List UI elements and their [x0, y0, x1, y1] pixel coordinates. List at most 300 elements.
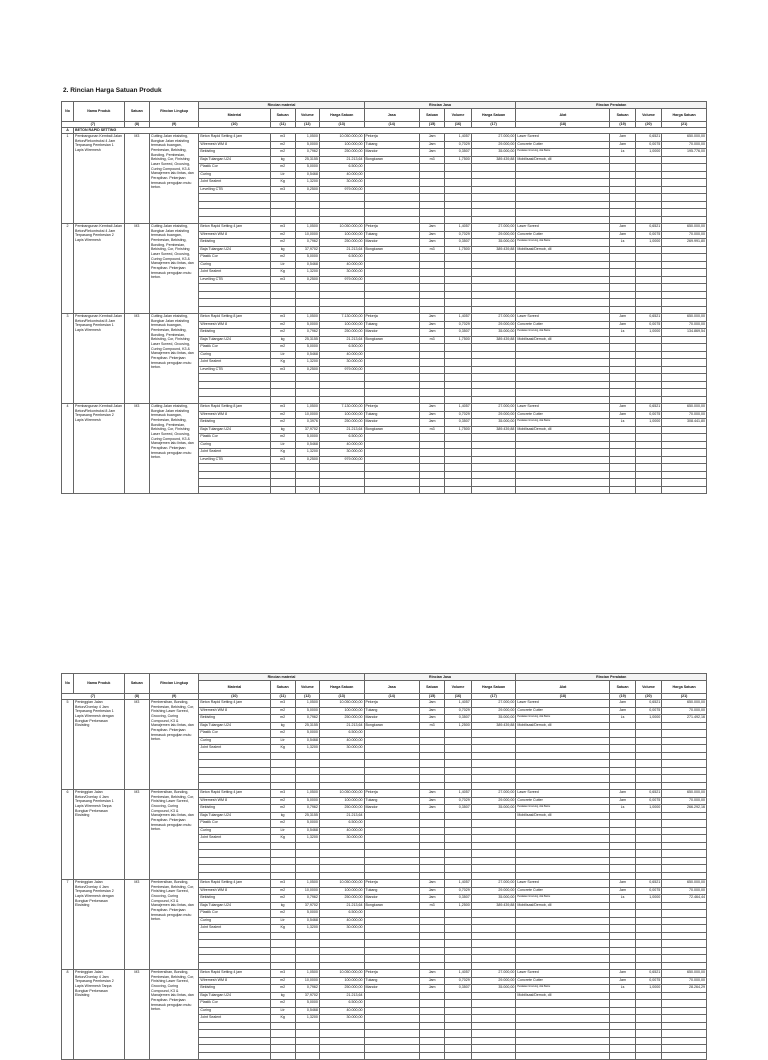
empty-cell [270, 850, 295, 858]
empty-cell [516, 366, 610, 374]
material-name: Baja Tulangan U24 [199, 246, 270, 254]
empty-cell [662, 1052, 707, 1060]
empty-cell [419, 359, 444, 367]
empty-cell [516, 1015, 610, 1023]
header-group-jasa: Rincian Jasa [364, 674, 516, 681]
empty-cell [471, 434, 516, 442]
empty-cell [364, 767, 419, 775]
jasa-volume: 0,3507 [445, 239, 472, 247]
empty-cell [516, 820, 610, 828]
empty-cell [635, 389, 662, 397]
empty-cell [516, 179, 610, 187]
material-harga: 250.000,00 [319, 715, 364, 723]
jasa-volume: 0,3507 [445, 895, 472, 903]
header-no: No [62, 102, 74, 122]
header-m-satuan: Satuan [270, 681, 295, 694]
empty-cell [662, 254, 707, 262]
empty-cell [364, 171, 419, 179]
empty-cell [662, 835, 707, 843]
jasa-harga: 27.000,00 [471, 700, 516, 708]
empty-cell [295, 1022, 319, 1030]
header-jasa: Jasa [364, 109, 419, 122]
material-name: Bekisting [199, 419, 270, 427]
material-volume: 1,3200 [295, 269, 319, 277]
alat-satuan [610, 722, 635, 730]
material-name: Beton Rapid Setting 8 jam [199, 314, 270, 322]
empty-cell [364, 284, 419, 292]
empty-cell [364, 745, 419, 753]
empty-cell [199, 850, 270, 858]
alat-volume: 1,0000 [635, 149, 662, 157]
empty-cell [471, 827, 516, 835]
item-no: 2 [62, 224, 74, 314]
alat-satuan: Jam [610, 141, 635, 149]
material-harga: 250.000,00 [319, 419, 364, 427]
empty-cell [270, 209, 295, 217]
empty-cell [662, 261, 707, 269]
material-volume: 1,3200 [295, 449, 319, 457]
alat-name: Peralatan Grooving, Alat Bantu [516, 805, 610, 813]
material-name: Bekisting [199, 329, 270, 337]
empty-cell [419, 261, 444, 269]
jasa-name: Tukang [364, 321, 419, 329]
empty-cell [445, 216, 472, 224]
empty-cell [471, 194, 516, 202]
material-satuan: m2 [270, 887, 295, 895]
jasa-volume: 1,7500 [445, 336, 472, 344]
empty-cell [516, 1037, 610, 1045]
empty-cell [635, 201, 662, 209]
material-volume: 5,0000 [295, 141, 319, 149]
alat-name: Concrete Cutter [516, 977, 610, 985]
empty-cell [610, 351, 635, 359]
material-harga: 30.000,00 [319, 359, 364, 367]
material-volume: 0,5468 [295, 351, 319, 359]
material-harga: 6.500,00 [319, 820, 364, 828]
empty-cell [662, 857, 707, 865]
alat-harga: 195.776,00 [662, 149, 707, 157]
jasa-harga: 35.000,00 [471, 329, 516, 337]
header-col-number: (21) [662, 122, 707, 128]
empty-cell [635, 344, 662, 352]
material-volume: 10,0000 [295, 887, 319, 895]
alat-volume: 0,6521 [635, 970, 662, 978]
empty-cell [419, 947, 444, 955]
material-harga: 30.000,00 [319, 179, 364, 187]
header-col-number: (20) [635, 122, 662, 128]
material-harga: 30.000,00 [319, 745, 364, 753]
alat-harga: 650.000,00 [662, 134, 707, 142]
empty-cell [610, 962, 635, 970]
item-no: 4 [62, 404, 74, 494]
header-satuan: Satuan [124, 674, 149, 694]
empty-cell [445, 865, 472, 873]
header-group-material: Rincian material [199, 674, 364, 681]
empty-cell [199, 299, 270, 307]
alat-harga: 70.000,00 [662, 707, 707, 715]
empty-cell [364, 434, 419, 442]
empty-cell [471, 932, 516, 940]
jasa-volume: 0,7029 [445, 321, 472, 329]
empty-cell [445, 171, 472, 179]
material-volume: 0,7962 [295, 895, 319, 903]
alat-volume: 0,6521 [635, 224, 662, 232]
empty-cell [364, 1030, 419, 1038]
empty-cell [419, 456, 444, 464]
empty-cell [270, 857, 295, 865]
jasa-name: Mandor [364, 715, 419, 723]
empty-cell [471, 1022, 516, 1030]
jasa-volume: 0,7029 [445, 141, 472, 149]
jasa-volume: 0,3507 [445, 329, 472, 337]
empty-cell [662, 1015, 707, 1023]
material-volume: 0,5468 [295, 171, 319, 179]
empty-cell [516, 872, 610, 880]
empty-cell [471, 1015, 516, 1023]
item-nama-produk: Peninggian Jalan Beton/Overlay 4 Jam Terpasang Pembesian 1 Lapis Wiremesh Tanpa Bongkar Perkerasan Eksisting [74, 790, 125, 880]
header-j-harga: Harga Satuan [471, 681, 516, 694]
empty-cell [471, 865, 516, 873]
alat-name: Mobilisasi/Demob, dll [516, 992, 610, 1000]
empty-cell [319, 194, 364, 202]
material-volume: 5,0000 [295, 254, 319, 262]
material-volume: 5,0000 [295, 707, 319, 715]
alat-volume: 0,6521 [635, 880, 662, 888]
empty-cell [610, 827, 635, 835]
empty-cell [295, 940, 319, 948]
material-harga: 100.000,00 [319, 321, 364, 329]
empty-cell [516, 374, 610, 382]
material-satuan: Ltr [270, 351, 295, 359]
empty-cell [610, 760, 635, 768]
alat-name: Mobilisasi/Demob, dll [516, 722, 610, 730]
jasa-satuan: Jam [419, 231, 444, 239]
item-rincian-lingkup: Cutting Jalan eksisting, Bongkar Jalan eksisting termasuk buangan, Pembesian, Bekisting, Bonding, Pembesian, Bekisting, Cor, Finishing Laser Screed, Grooving, Curing Compound, K3 & Manajemen lalu lintas, dan Perapihan. Pekerjaan termasuk pengujian mutu beton. [149, 224, 198, 314]
alat-volume [635, 246, 662, 254]
empty-cell [270, 374, 295, 382]
material-name: Baja Tulangan U24 [199, 902, 270, 910]
empty-cell [610, 955, 635, 963]
material-name: Beton Rapid Setting 8 jam [199, 404, 270, 412]
material-volume: 0,5468 [295, 737, 319, 745]
empty-cell [516, 276, 610, 284]
material-volume: 10,0000 [295, 411, 319, 419]
empty-cell [610, 479, 635, 487]
empty-cell [199, 471, 270, 479]
empty-cell [419, 767, 444, 775]
empty-cell [471, 1037, 516, 1045]
alat-satuan: Jam [610, 314, 635, 322]
alat-harga: 650.000,00 [662, 404, 707, 412]
empty-cell [199, 1037, 270, 1045]
empty-cell [662, 917, 707, 925]
jasa-satuan: Jam [419, 977, 444, 985]
jasa-satuan: Jam [419, 224, 444, 232]
empty-cell [471, 917, 516, 925]
empty-cell [471, 910, 516, 918]
header-col-number: (11) [270, 122, 295, 128]
jasa-volume: 0,7029 [445, 707, 472, 715]
jasa-volume: 1,2500 [445, 722, 472, 730]
alat-name: Laser Screed [516, 700, 610, 708]
empty-cell [270, 752, 295, 760]
empty-cell [445, 737, 472, 745]
jasa-volume: 1,4057 [445, 314, 472, 322]
jasa-satuan: Jam [419, 419, 444, 427]
material-harga: 6.500,00 [319, 434, 364, 442]
empty-cell [516, 359, 610, 367]
empty-cell [610, 254, 635, 262]
empty-cell [295, 850, 319, 858]
alat-volume [635, 156, 662, 164]
jasa-harga: 27.000,00 [471, 134, 516, 142]
material-name: Beton Rapid Setting 4 jam [199, 224, 270, 232]
material-volume: 5,0000 [295, 910, 319, 918]
empty-cell [419, 872, 444, 880]
alat-harga: 134.869,54 [662, 329, 707, 337]
empty-cell [419, 925, 444, 933]
empty-cell [199, 775, 270, 783]
material-satuan: kg [270, 156, 295, 164]
header-col-number: (15) [419, 122, 444, 128]
header-nama-produk: Nama Produk [74, 102, 125, 122]
empty-cell [445, 276, 472, 284]
alat-harga: 308.441,80 [662, 419, 707, 427]
material-harga: 21.213,64 [319, 812, 364, 820]
empty-cell [270, 1052, 295, 1060]
empty-cell [610, 925, 635, 933]
table-row [62, 134, 707, 142]
empty-cell [471, 179, 516, 187]
empty-cell [662, 396, 707, 404]
jasa-name: Mandor [364, 329, 419, 337]
header-m-satuan: Satuan [270, 109, 295, 122]
material-harga: 21.213,64 [319, 336, 364, 344]
header-col-number: (16) [445, 694, 472, 700]
jasa-satuan: Jam [419, 314, 444, 322]
empty-cell [635, 917, 662, 925]
material-satuan: Kg [270, 359, 295, 367]
empty-cell [471, 940, 516, 948]
material-volume: 0,7962 [295, 805, 319, 813]
material-harga: 40.000,00 [319, 1007, 364, 1015]
empty-cell [295, 865, 319, 873]
empty-cell [662, 479, 707, 487]
empty-cell [319, 962, 364, 970]
empty-cell [445, 872, 472, 880]
material-volume: 1,0500 [295, 314, 319, 322]
empty-cell [199, 284, 270, 292]
material-harga: 21.213,64 [319, 156, 364, 164]
jasa-volume: 0,3507 [445, 715, 472, 723]
empty-cell [471, 730, 516, 738]
empty-cell [610, 434, 635, 442]
empty-cell [270, 775, 295, 783]
material-satuan: Kg [270, 269, 295, 277]
material-volume: 37,9702 [295, 246, 319, 254]
material-volume: 10,0000 [295, 977, 319, 985]
empty-cell [445, 1022, 472, 1030]
alat-volume: 1,0000 [635, 419, 662, 427]
alat-satuan [610, 246, 635, 254]
empty-cell [445, 827, 472, 835]
jasa-volume: 1,4057 [445, 880, 472, 888]
price-table-2 [61, 673, 707, 1060]
material-harga: 979.000,00 [319, 456, 364, 464]
material-satuan: m3 [270, 186, 295, 194]
empty-cell [471, 449, 516, 457]
alat-name: Laser Screed [516, 224, 610, 232]
empty-cell [516, 456, 610, 464]
alat-harga: 650.000,00 [662, 224, 707, 232]
alat-volume: 0,6521 [635, 790, 662, 798]
jasa-harga: 29.000,00 [471, 797, 516, 805]
empty-cell [295, 947, 319, 955]
header-col-number: (10) [199, 694, 270, 700]
material-name: Joint Sealent [199, 1015, 270, 1023]
material-harga: 10.050.000,00 [319, 134, 364, 142]
empty-cell [319, 486, 364, 494]
empty-cell [419, 471, 444, 479]
item-rincian-lingkup: Cutting Jalan eksisting, Bongkar Jalan eksisting termasuk buangan, Pembesian, Bekisting, Bonding, Pembesian, Bekisting, Cor, Finishing Laser Screed, Grooving, Curing Compound, K3 & Manajemen lalu lintas, dan Perapihan. Pekerjaan termasuk pengujian mutu beton. [149, 134, 198, 224]
material-volume: 5,0000 [295, 164, 319, 172]
alat-harga: 70.000,00 [662, 321, 707, 329]
empty-cell [199, 962, 270, 970]
empty-cell [364, 164, 419, 172]
material-name: Plastik Cor [199, 164, 270, 172]
empty-cell [295, 872, 319, 880]
empty-cell [610, 194, 635, 202]
empty-cell [610, 1022, 635, 1030]
empty-cell [319, 396, 364, 404]
empty-cell [364, 1007, 419, 1015]
alat-volume: 1,0000 [635, 239, 662, 247]
alat-volume: 0,0075 [635, 231, 662, 239]
empty-cell [662, 359, 707, 367]
empty-cell [662, 1022, 707, 1030]
material-name: Joint Sealent [199, 269, 270, 277]
empty-cell [471, 396, 516, 404]
empty-cell [610, 374, 635, 382]
material-volume: 37,9702 [295, 992, 319, 1000]
empty-cell [445, 291, 472, 299]
jasa-name: Bongkaran [364, 722, 419, 730]
empty-cell [471, 374, 516, 382]
jasa-volume: 1,7500 [445, 426, 472, 434]
empty-cell [419, 269, 444, 277]
empty-cell [516, 865, 610, 873]
material-name: Wiremesh WM 8 [199, 887, 270, 895]
jasa-name: Mandor [364, 805, 419, 813]
empty-cell [295, 955, 319, 963]
empty-cell [635, 486, 662, 494]
material-satuan: kg [270, 902, 295, 910]
empty-cell [445, 449, 472, 457]
alat-name: Peralatan Grooving, Alat Bantu [516, 329, 610, 337]
empty-cell [364, 209, 419, 217]
empty-cell [516, 1030, 610, 1038]
empty-cell [471, 925, 516, 933]
material-harga: 979.000,00 [319, 186, 364, 194]
empty-cell [319, 865, 364, 873]
empty-cell [662, 752, 707, 760]
empty-cell [471, 760, 516, 768]
material-satuan: m2 [270, 895, 295, 903]
material-name: Beton Rapid Setting 4 jam [199, 134, 270, 142]
empty-cell [270, 1045, 295, 1053]
page-title: 2. Rincian Harga Satuan Produk [63, 87, 162, 94]
empty-cell [610, 1037, 635, 1045]
empty-cell [445, 925, 472, 933]
empty-cell [295, 1030, 319, 1038]
empty-cell [635, 471, 662, 479]
empty-cell [319, 752, 364, 760]
jasa-satuan: Jam [419, 321, 444, 329]
empty-cell [516, 767, 610, 775]
jasa-harga: 389.439,88 [471, 156, 516, 164]
empty-cell [471, 261, 516, 269]
jasa-satuan: Jam [419, 700, 444, 708]
empty-cell [662, 486, 707, 494]
material-harga: 30.000,00 [319, 925, 364, 933]
jasa-harga: 35.000,00 [471, 419, 516, 427]
empty-cell [270, 381, 295, 389]
empty-cell [199, 1022, 270, 1030]
header-satuan: Satuan [124, 102, 149, 122]
material-harga: 30.000,00 [319, 835, 364, 843]
empty-cell [610, 261, 635, 269]
header-col-number: (8) [124, 694, 149, 700]
material-harga: 250.000,00 [319, 329, 364, 337]
header-j-volume: Volume [445, 109, 472, 122]
empty-cell [445, 730, 472, 738]
material-volume: 25,3155 [295, 722, 319, 730]
empty-cell [635, 449, 662, 457]
empty-cell [635, 932, 662, 940]
empty-cell [610, 464, 635, 472]
empty-cell [364, 374, 419, 382]
empty-cell [471, 306, 516, 314]
empty-cell [516, 737, 610, 745]
header-col-number: (14) [364, 122, 419, 128]
empty-cell [319, 306, 364, 314]
alat-name: Peralatan Grooving, Alat Bantu [516, 895, 610, 903]
price-table-1 [61, 101, 707, 494]
empty-cell [516, 917, 610, 925]
jasa-satuan [419, 992, 444, 1000]
empty-cell [516, 910, 610, 918]
empty-cell [364, 917, 419, 925]
empty-cell [445, 351, 472, 359]
empty-cell [364, 486, 419, 494]
empty-cell [662, 164, 707, 172]
empty-cell [199, 194, 270, 202]
empty-cell [635, 254, 662, 262]
material-harga: 10.050.000,00 [319, 224, 364, 232]
empty-cell [662, 201, 707, 209]
alat-harga [662, 722, 707, 730]
empty-cell [662, 745, 707, 753]
material-volume: 5,0000 [295, 820, 319, 828]
empty-cell [635, 835, 662, 843]
empty-cell [419, 276, 444, 284]
material-harga: 100.000,00 [319, 411, 364, 419]
empty-cell [419, 449, 444, 457]
empty-cell [270, 299, 295, 307]
empty-cell [471, 745, 516, 753]
material-harga: 6.500,00 [319, 254, 364, 262]
material-volume: 0,2500 [295, 186, 319, 194]
